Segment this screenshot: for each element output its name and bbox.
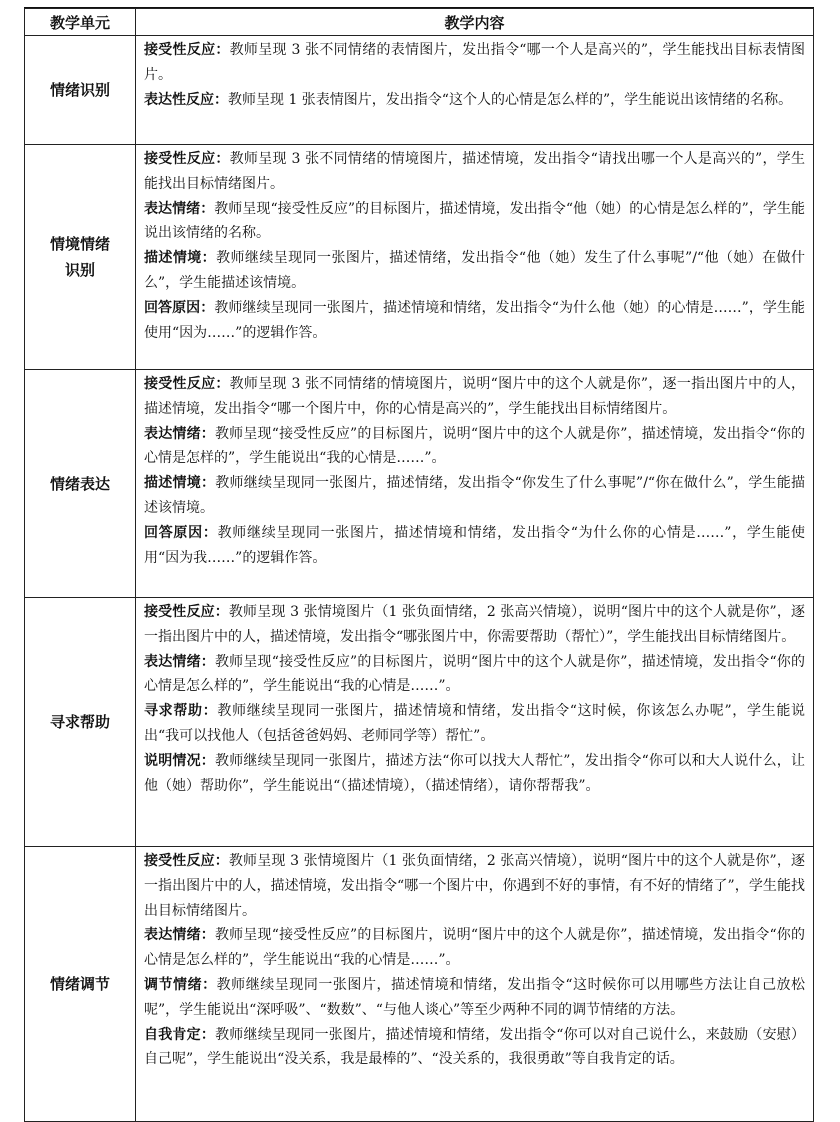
content-item [144,749,805,799]
item-text: 教师呈现“接受性反应”的目标图片，说明“图片中的这个人就是你”，描述情境，发出指令“你的心情是怎么样的”，学生能说出“我的心情是……”。 [144,927,805,969]
item-label: 接受性反应： [144,604,229,620]
teaching-table-wrapper [24,8,814,1122]
content-cell [136,36,814,145]
item-label: 说明情况： [144,752,216,769]
item-label: 回答原因： [144,524,218,541]
header-unit: 教学单元 [25,9,136,36]
item-label: 回答原因： [144,299,215,316]
header-content: 教学内容 [136,9,814,36]
content-item [144,600,805,650]
item-label: 表达性反应： [144,91,228,108]
item-label: 接受性反应： [144,151,230,167]
table-row [25,145,814,370]
content-item [144,372,805,422]
item-text: 教师呈现“接受性反应”的目标图片，描述情境，发出指令“他（她）的心情是怎么样的”，学生能说出该情绪的名称。 [144,200,805,242]
unit-cell: 寻求帮助 [25,598,136,847]
content-item [144,471,805,521]
item-label: 调节情绪： [144,976,217,993]
teaching-content-table [24,8,814,1122]
item-label: 自我肯定： [144,1026,216,1043]
content-item [144,849,805,923]
item-text: 教师继续呈现同一张图片，描述情境和情绪，发出指令“你可以对自己说什么，来鼓励（安慰）自己呢”，学生能说出“没关系，我是最棒的”、“没关系的，我很勇敢”等自我肯定的话。 [144,1026,806,1068]
item-label: 描述情境： [144,250,217,267]
content-cell [136,598,814,847]
item-label: 表达情绪： [144,653,215,670]
table-row [25,847,814,1122]
item-label: 描述情境： [144,475,216,492]
item-label: 表达情绪： [144,927,215,944]
content-item [144,197,805,247]
item-label: 表达情绪： [144,200,215,217]
item-text: 教师呈现 3 张情境图片（1 张负面情绪，2 张高兴情境），说明“图片中的这个人就是你”，逐一指出图片中的人，描述情境，发出指令“哪一个图片中，你遇到不好的事情，有不好的情绪了”，学生能找出目标情绪图片。 [144,853,806,919]
table-header-row [25,9,814,36]
content-cell [136,847,814,1122]
unit-cell: 情绪调节 [25,847,136,1122]
unit-cell: 情绪表达 [25,370,136,598]
item-label: 寻求帮助： [144,703,218,720]
content-item [144,521,805,571]
item-text: 教师继续呈现同一张图片，描述情境和情绪，发出指令“这时候，你该怎么办呢”，学生能说出“我可以找他人（包括爸爸妈妈、老师同学等）帮忙”。 [144,703,806,744]
item-text: 教师继续呈现同一张图片，描述情绪，发出指令“你发生了什么事呢”/“你在做什么”，学生能描述该情境。 [144,475,806,516]
item-text: 教师呈现 1 张表情图片，发出指令“这个人的心情是怎么样的”，学生能说出该情绪的名称。 [228,91,793,108]
item-text: 教师呈现 3 张不同情绪的情境图片，描述情境，发出指令“请找出哪一个人是高兴的”，学生能找出目标情绪图片。 [144,151,806,192]
item-label: 接受性反应： [144,853,229,869]
item-text: 教师继续呈现同一张图片，描述情绪，发出指令“他（她）发生了什么事呢”/“他（她）在做什么”，学生能描述该情境。 [144,250,806,291]
content-item [144,147,805,197]
table-row [25,598,814,847]
table-row [25,370,814,598]
unit-cell: 情境情绪 识别 [25,145,136,370]
item-text: 教师继续呈现同一张图片，描述情境和情绪，发出指令“这时候你可以用哪些方法让自己放松呢”，学生能说出“深呼吸”、“数数”、“与他人谈心”等至少两种不同的调节情绪的方法。 [144,976,806,1018]
item-text: 教师继续呈现同一张图片，描述情境和情绪，发出指令“为什么他（她）的心情是……”，学生能使用“因为……”的逻辑作答。 [144,299,806,341]
content-item [144,38,805,88]
content-item [144,1023,805,1073]
item-text: 教师呈现 3 张情境图片（1 张负面情绪，2 张高兴情境），说明“图片中的这个人就是你”，逐一指出图片中的人，描述情境，发出指令“哪张图片中，你需要帮助（帮忙）”，学生能找出目标情绪图片。 [144,604,806,645]
table-row [25,36,814,145]
content-item [144,923,805,973]
item-text: 教师继续呈现同一张图片，描述方法“你可以找大人帮忙”，发出指令“你可以和大人说什么，让他（她）帮助你”，学生能说出“（描述情境），（描述情绪），请你帮帮我”。 [144,752,805,794]
content-item [144,88,805,113]
content-cell [136,145,814,370]
item-label: 接受性反应： [144,42,230,58]
content-item [144,422,805,472]
content-item [144,650,805,700]
item-label: 接受性反应： [144,376,230,392]
content-item [144,699,805,749]
item-label: 表达情绪： [144,425,215,442]
item-text: 教师继续呈现同一张图片，描述情境和情绪，发出指令“为什么你的心情是……”，学生能使用“因为我……”的逻辑作答。 [144,524,806,566]
item-text: 教师呈现“接受性反应”的目标图片，说明“图片中的这个人就是你”，描述情境，发出指令“你的心情是怎样的”，学生能说出“我的心情是……”。 [144,425,805,467]
content-item [144,973,805,1023]
unit-cell: 情绪识别 [25,36,136,145]
item-text: 教师呈现 3 张不同情绪的情境图片，说明“图片中的这个人就是你”，逐一指出图片中的人，描述情境，发出指令“哪一个图片中，你的心情是高兴的”，学生能找出目标情绪图片。 [144,376,806,417]
content-cell [136,370,814,598]
content-item [144,296,805,346]
content-item [144,246,805,296]
item-text: 教师呈现“接受性反应”的目标图片，说明“图片中的这个人就是你”，描述情境，发出指令“你的心情是怎么样的”，学生能说出“我的心情是……”。 [144,653,805,695]
item-text: 教师呈现 3 张不同情绪的表情图片，发出指令“哪一个人是高兴的”，学生能找出目标表情图片。 [144,42,806,83]
